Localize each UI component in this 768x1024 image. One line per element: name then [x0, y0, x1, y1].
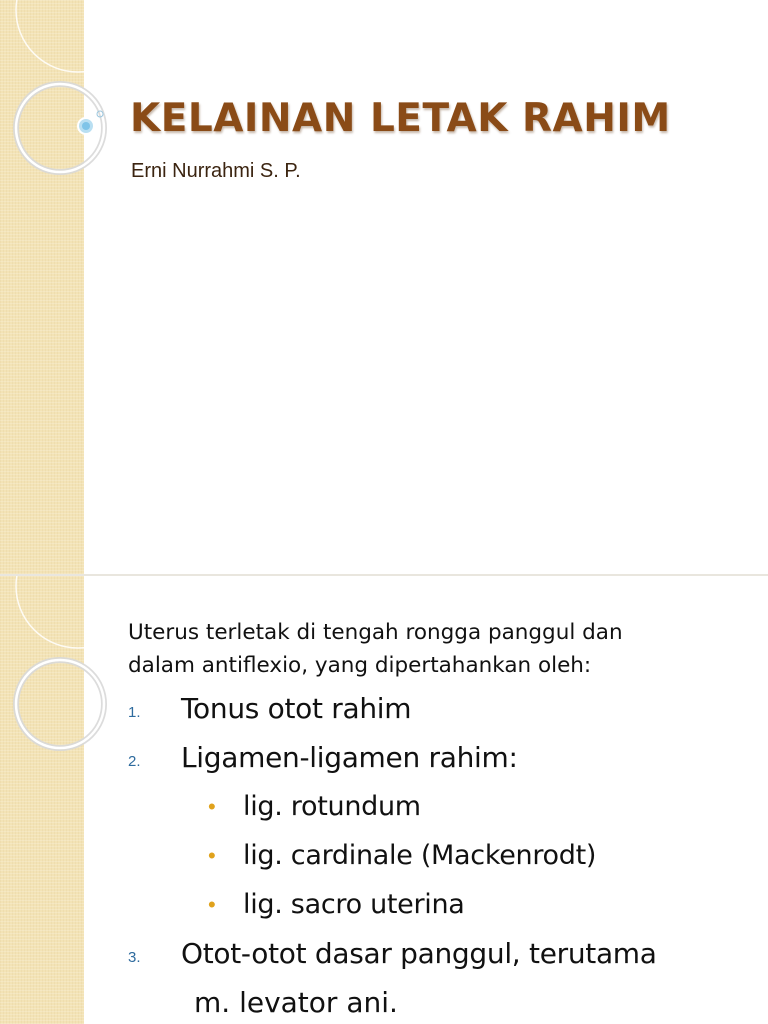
list-number: 1. — [128, 704, 141, 721]
sub-list-item-text: lig. rotundum — [243, 791, 421, 822]
decorative-rings-icon — [0, 0, 120, 260]
list-number: 3. — [128, 949, 141, 966]
slide-title: KELAINAN LETAK RAHIM — [130, 96, 671, 141]
list-item — [128, 741, 748, 790]
list-item — [128, 937, 748, 986]
list-item-text: Otot-otot dasar panggul, terutama — [181, 937, 657, 970]
list-item — [128, 692, 748, 741]
list-number: 2. — [128, 753, 141, 770]
author-name: Erni Nurrahmi S. P. — [131, 160, 301, 182]
sub-list-item — [128, 888, 748, 937]
list-item-text: Ligamen-ligamen rahim: — [181, 741, 518, 774]
sub-list-item-text: lig. cardinale (Mackenrodt) — [243, 840, 597, 871]
list-item-continuation-text: m. levator ani. — [194, 986, 398, 1019]
slide-content — [128, 616, 748, 1024]
sub-list-item-text: lig. sacro uterina — [243, 889, 465, 920]
intro-line: dalam antiflexio, yang dipertahankan oleh: — [128, 653, 592, 678]
bullet-icon: • — [208, 794, 216, 819]
sub-list-item — [128, 790, 748, 839]
sub-list-item — [128, 839, 748, 888]
list-item-text: Tonus otot rahim — [181, 692, 412, 725]
list-item-continuation — [128, 986, 748, 1024]
bullet-icon: • — [208, 892, 216, 917]
intro-paragraph — [128, 616, 748, 682]
bullet-icon: • — [208, 843, 216, 868]
intro-line: Uterus terletak di tengah rongga panggul dan — [128, 620, 623, 645]
decorative-rings-icon — [0, 576, 120, 836]
content-slide — [0, 576, 768, 1024]
